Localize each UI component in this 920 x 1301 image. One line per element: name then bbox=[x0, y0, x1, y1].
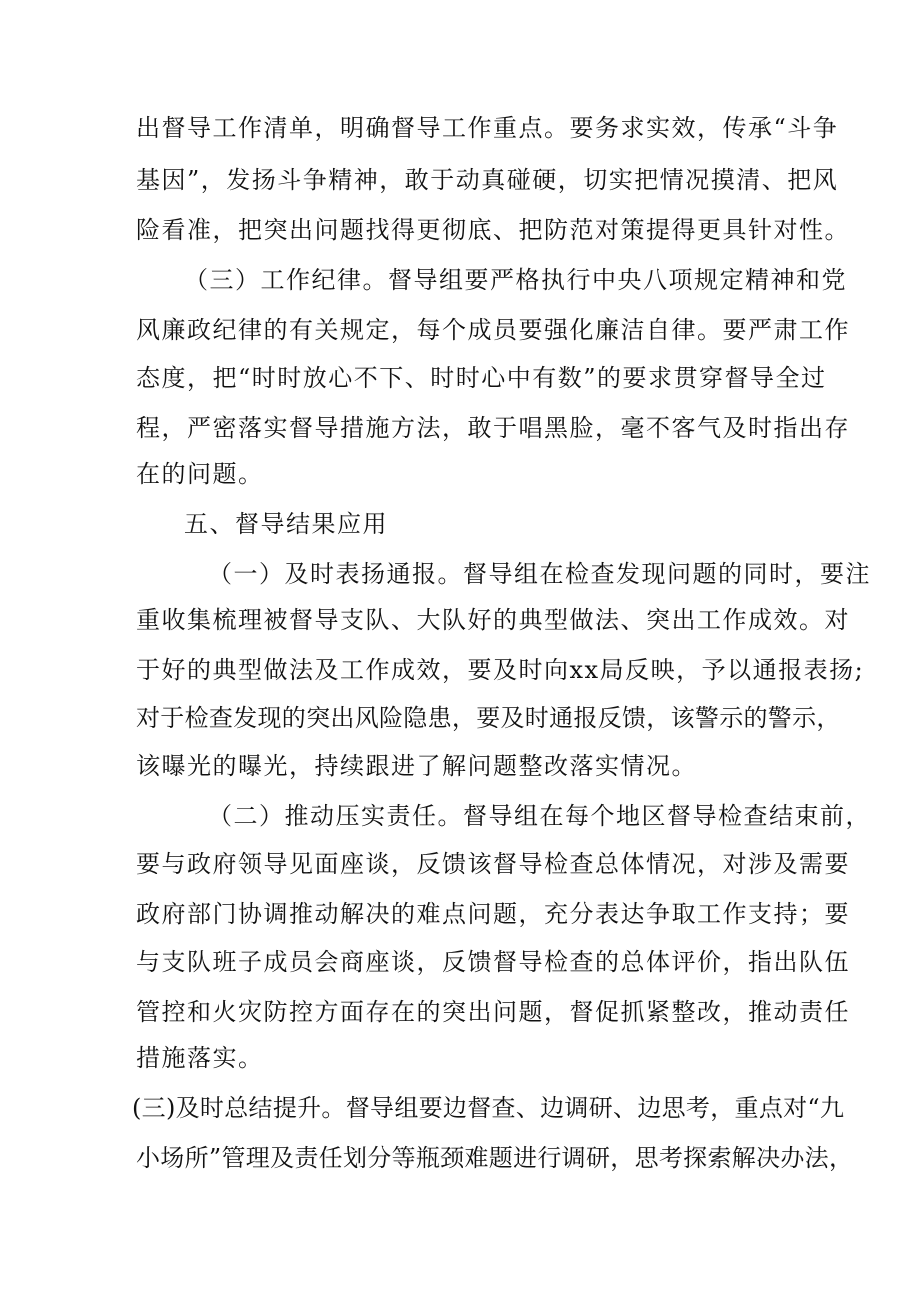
paragraph-line: 与支队班子成员会商座谈，反馈督导检查的总体评价，指出队伍 bbox=[136, 948, 850, 976]
paragraph-line: 态度，把“时时放心不下、时时心中有数”的要求贯穿督导全过 bbox=[136, 364, 827, 392]
paragraph-line: 在的问题。 bbox=[136, 460, 264, 488]
section-heading-work-discipline: （三）工作纪律。督导组要严格执行中央八项规定精神和党 bbox=[184, 266, 847, 294]
paragraph-line: 险看准，把突出问题找得更彻底、把防范对策提得更具针对性。 bbox=[136, 216, 850, 244]
paragraph-line: 于好的典型做法及工作成效，要及时向xx局反映，予以通报表扬; bbox=[136, 656, 865, 684]
section-heading-results: 五、督导结果应用 bbox=[184, 510, 388, 538]
paragraph-line: 该曝光的曝光，持续跟进了解问题整改落实情况。 bbox=[136, 752, 697, 780]
paragraph-line: 程，严密落实督导措施方法，敢于唱黑脸，毫不客气及时指出存 bbox=[136, 414, 850, 442]
section-heading-summary: (三)及时总结提升。督导组要边督查、边调研、边思考，重点对“九 bbox=[132, 1094, 845, 1122]
paragraph-line: 基因”，发扬斗争精神，敢于动真碰硬，切实把情况摸清、把风 bbox=[136, 166, 839, 194]
paragraph-line: 要与政府领导见面座谈，反馈该督导检查总体情况，对涉及需要 bbox=[136, 850, 850, 878]
paragraph-line: 风廉政纪律的有关规定，每个成员要强化廉洁自律。要严肃工作 bbox=[136, 316, 850, 344]
paragraph-line: 小场所”管理及责任划分等瓶颈难题进行调研，思考探索解决办法， bbox=[136, 1144, 854, 1172]
paragraph-line: 措施落实。 bbox=[136, 1044, 264, 1072]
paragraph-line: 出督导工作清单，明确督导工作重点。要务求实效，传承“斗争 bbox=[136, 114, 839, 142]
paragraph-line: 政府部门协调推动解决的难点问题，充分表达争取工作支持；要 bbox=[136, 900, 850, 928]
paragraph-line: 对于检查发现的突出风险隐患，要及时通报反馈，该警示的警示， bbox=[136, 704, 841, 732]
section-heading-responsibility: （二）推动压实责任。督导组在每个地区督导检查结束前， bbox=[208, 802, 871, 830]
paragraph-line: 重收集梳理被督导支队、大队好的典型做法、突出工作成效。对 bbox=[136, 606, 850, 634]
section-heading-praise: （一）及时表扬通报。督导组在检查发现问题的同时，要注 bbox=[208, 560, 871, 588]
paragraph-line: 管控和火灾防控方面存在的突出问题，督促抓紧整改，推动责任 bbox=[136, 998, 850, 1026]
